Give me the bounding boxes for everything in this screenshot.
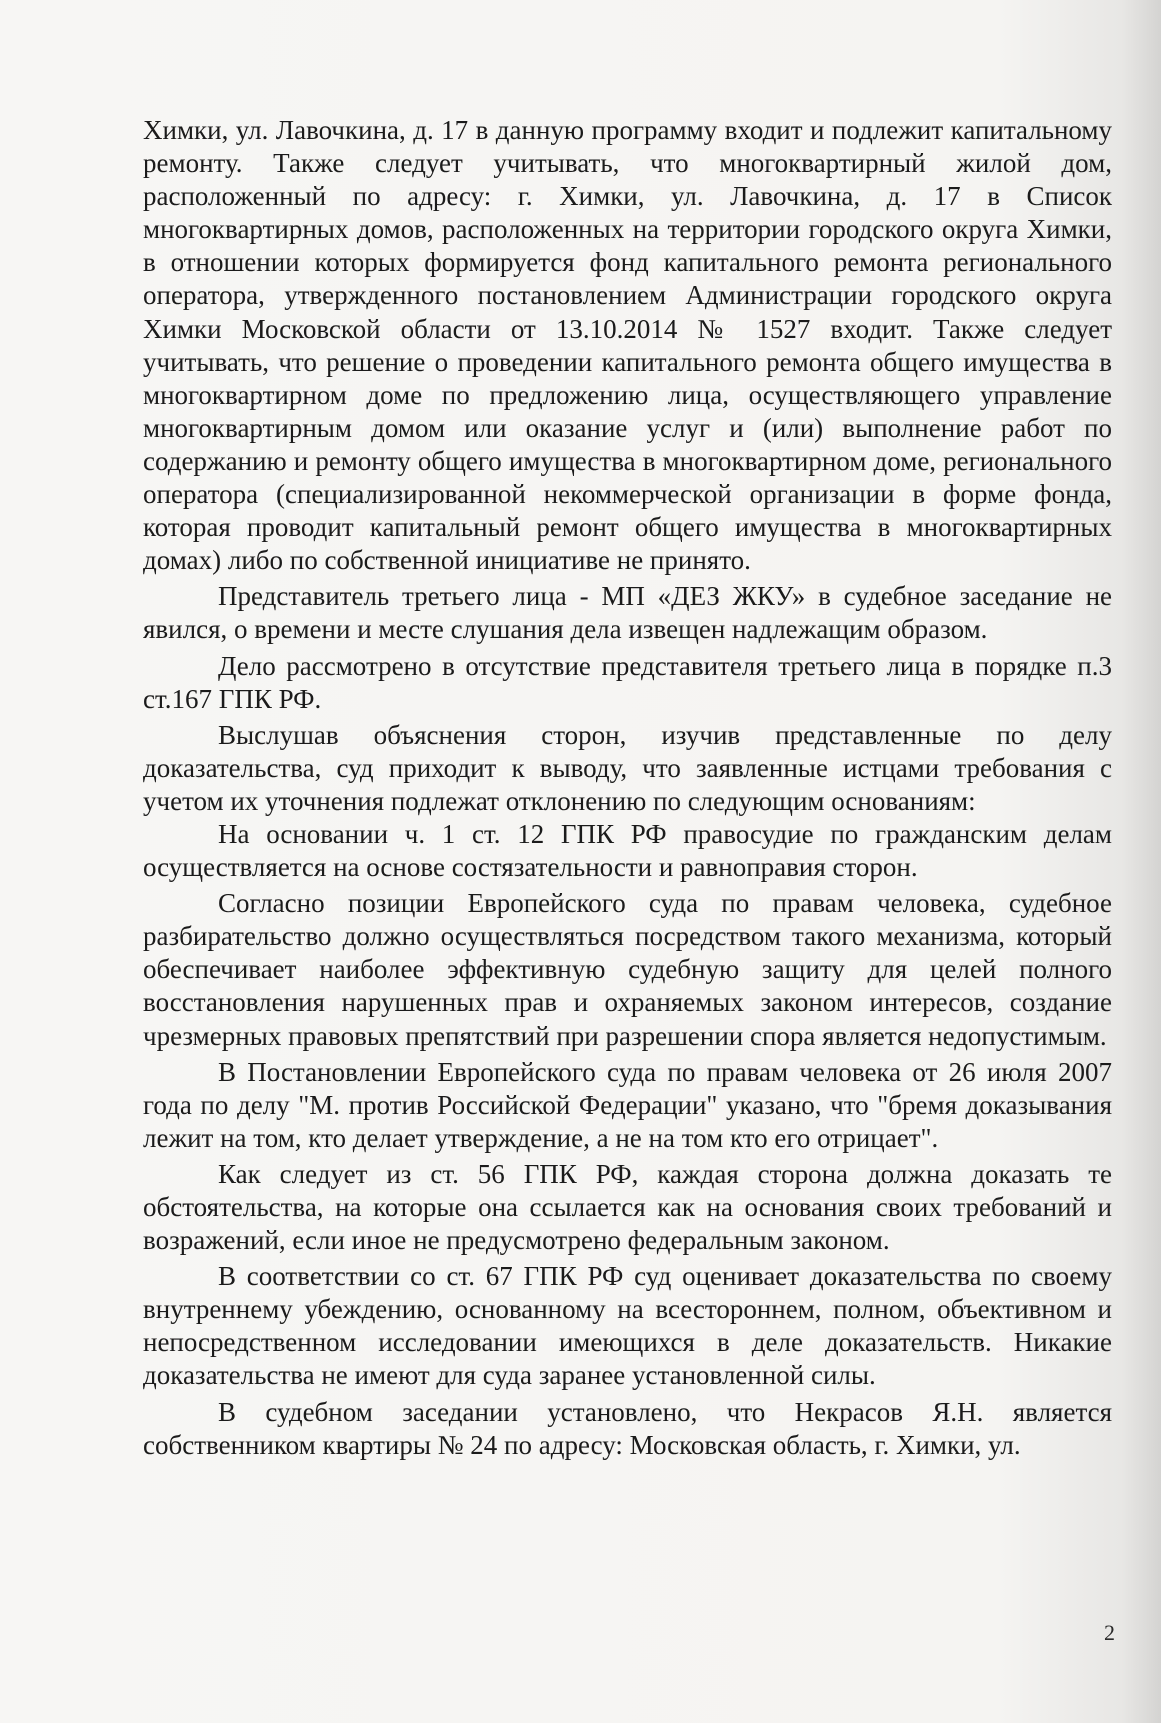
- paragraph-court-conclusion: Выслушав объяснения сторон, изучив представленные по делу доказательства, суд приходит к выводу, что заявленные истцами требования с учетом их уточнения подлежат отклонению по следующим основаниям:: [143, 719, 1112, 816]
- paragraph-article-12: На основании ч. 1 ст. 12 ГПК РФ правосудие по гражданским делам осуществляется на основе состязательности и равноправия сторон.: [143, 818, 1112, 883]
- document-body: [143, 114, 1112, 1462]
- page-number: 2: [1104, 1620, 1115, 1645]
- paragraph-ownership: В судебном заседании установлено, что Некрасов Я.Н. является собственником квартиры № 24 по адресу: Московская область, г. Химки, ул.: [143, 1396, 1112, 1460]
- paragraph-case-considered: Дело рассмотрено в отсутствие представителя третьего лица в порядке п.3 ст.167 ГПК РФ.: [143, 650, 1112, 714]
- paragraph-echr-position: Согласно позиции Европейского суда по правам человека, судебное разбирательство должно осуществляться посредством такого механизма, который обеспечивает наиболее эффективную судебную защиту для целей полного восстановления нарушенных прав и охраняемых законом интересов, создание чрезмерных правовых препятствий при разрешении спора является недопустимым.: [143, 888, 1112, 1051]
- paragraph-article-56: Как следует из ст. 56 ГПК РФ, каждая сторона должна доказать те обстоятельства, на которые она ссылается как на основания своих требований и возражений, если иное не предусмотрено федеральным законом.: [143, 1158, 1112, 1256]
- page-edge-shadow: [1121, 0, 1161, 1723]
- paragraph-continuation: Химки, ул. Лавочкина, д. 17 в данную программу входит и подлежит капитальному ремонту. Также следует учитывать, что многоквартирный жилой дом, расположенный по адресу: г. Химки, ул. Лавочкина, д. 17 в Список многоквартирных домов, расположенных на территории городского округа Химки, в отношении которых формируется фонд капитального ремонта регионального оператора, утвержденного постановлением Администрации городского округа Химки Московской области от 13.10.2014 № 1527 входит. Также следует учитывать, что решение о проведении капитального ремонта общего имущества в многоквартирном доме по предложению лица, осуществляющего управление многоквартирным домом или оказание услуг и (или) выполнение работ по содержанию и ремонту общего имущества в многоквартирном доме, регионального оператора (специализированной некоммерческой организации в форме фонда, которая проводит капитальный ремонт общего имущества в многоквартирных домах) либо по собственной инициативе не принято.: [143, 115, 1112, 576]
- paragraph-article-67: В соответствии со ст. 67 ГПК РФ суд оценивает доказательства по своему внутреннему убеждению, основанному на всестороннем, полном, объективном и непосредственном исследовании имеющихся в деле доказательств. Никакие доказательства не имеют для суда заранее установленной силы.: [143, 1261, 1112, 1391]
- paragraph-third-party-absence: Представитель третьего лица - МП «ДЕЗ ЖКУ» в судебное заседание не явился, о времени и месте слушания дела извещен надлежащим образом.: [143, 581, 1112, 645]
- paragraph-echr-ruling: В Постановлении Европейского суда по правам человека от 26 июля 2007 года по делу "М. против Российской Федерации" указано, что "бремя доказывания лежит на том, кто делает утверждение, а не на том кто его отрицает".: [143, 1056, 1112, 1153]
